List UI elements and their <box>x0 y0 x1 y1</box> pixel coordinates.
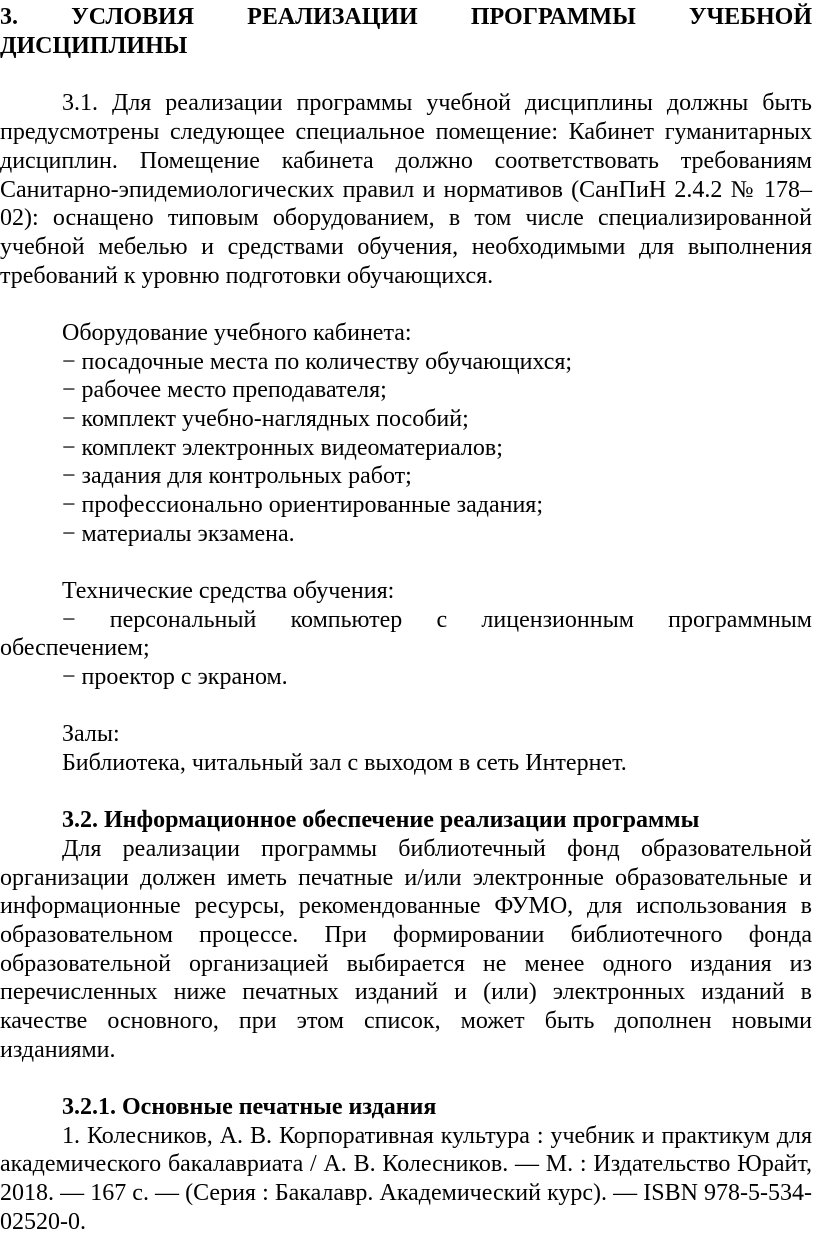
section-heading-line-2: ДИСЦИПЛИНЫ <box>0 33 188 59</box>
tech-title: Технические средства обучения: <box>62 578 395 604</box>
tech-list-item: − персональный компьютер с лицензионным программным <box>62 607 812 633</box>
tech-list-item-continuation: обеспечением; <box>0 635 150 661</box>
bibliography-entry-line: 1. Колесников, А. В. Корпоративная культура : учебник и практикум для <box>62 1123 812 1149</box>
equipment-list-item: − материалы экзамена. <box>62 521 295 547</box>
equipment-list-item: − задания для контрольных работ; <box>62 463 412 489</box>
equipment-list-item: − комплект электронных видеоматериалов; <box>62 435 503 461</box>
subsection-3-2-title: 3.2. Информационное обеспечение реализации программы <box>62 807 700 833</box>
equipment-title: Оборудование учебного кабинета: <box>62 320 412 346</box>
subsection-3-2-1-title: 3.2.1. Основные печатные издания <box>62 1094 437 1120</box>
tech-list-item: − проектор с экраном. <box>62 664 288 690</box>
halls-text: Библиотека, читальный зал с выходом в сеть Интернет. <box>62 750 627 776</box>
halls-title: Залы: <box>62 721 120 747</box>
paragraph-3-1-line: Санитарно-эпидемиологических правил и нормативов (СанПиН 2.4.2 № 178– <box>0 177 812 203</box>
bibliography-entry-line: 02520-0. <box>0 1209 86 1235</box>
paragraph-3-1-line: 02): оснащено типовым оборудованием, в том числе специализированной <box>0 205 812 231</box>
paragraph-3-1-line: 3.1. Для реализации программы учебной дисциплины должны быть <box>62 90 812 116</box>
equipment-list-item: − рабочее место преподавателя; <box>62 377 387 403</box>
equipment-list-item: − профессионально ориентированные задания; <box>62 492 543 518</box>
paragraph-3-1-line: требований к уровню подготовки обучающихся. <box>0 263 494 289</box>
bibliography-entry-line: академического бакалавриата / А. В. Колесников. — М. : Издательство Юрайт, <box>0 1151 812 1177</box>
equipment-list-item: − посадочные места по количеству обучающихся; <box>62 349 573 375</box>
paragraph-3-2-line: перечисленных ниже печатных изданий и (или) электронных изданий в <box>0 979 812 1005</box>
paragraph-3-1-line: дисциплин. Помещение кабинета должно соответствовать требованиям <box>0 148 812 174</box>
bibliography-entry-line: 2018. — 167 с. — (Серия : Бакалавр. Академический курс). — ISBN 978-5-534- <box>0 1180 812 1206</box>
paragraph-3-2-line: Для реализации программы библиотечный фонд образовательной <box>62 836 812 862</box>
paragraph-3-2-line: образовательной организацией выбирается не менее одного издания из <box>0 951 812 977</box>
paragraph-3-2-line: организации должен иметь печатные и/или электронные образовательные и <box>0 865 812 891</box>
equipment-list-item: − комплект учебно-наглядных пособий; <box>62 406 469 432</box>
paragraph-3-2-line: образовательном процессе. При формировании библиотечного фонда <box>0 922 812 948</box>
paragraph-3-2-line: качестве основного, при этом список, может быть дополнен новыми <box>0 1008 812 1034</box>
paragraph-3-2-line: информационные ресурсы, рекомендованные ФУМО, для использования в <box>0 893 812 919</box>
paragraph-3-1-line: учебной мебелью и средствами обучения, необходимыми для выполнения <box>0 234 812 260</box>
paragraph-3-2-line: изданиями. <box>0 1037 116 1063</box>
paragraph-3-1-line: предусмотрены следующее специальное помещение: Кабинет гуманитарных <box>0 119 812 145</box>
section-heading-line-1: 3. УСЛОВИЯ РЕАЛИЗАЦИИ ПРОГРАММЫ УЧЕБНОЙ <box>0 4 812 30</box>
